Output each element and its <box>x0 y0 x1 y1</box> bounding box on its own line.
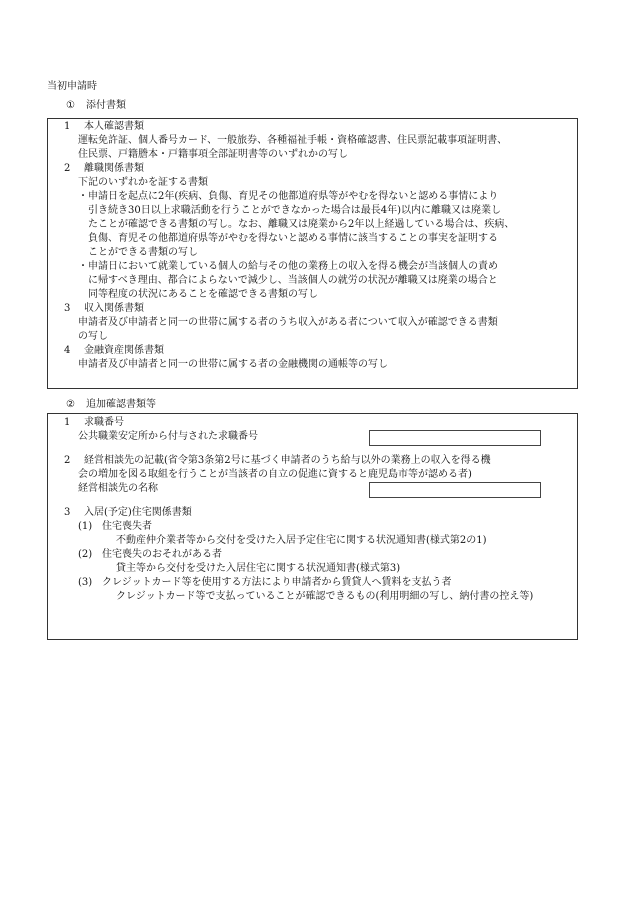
item-3-title <box>64 302 569 316</box>
item-2-intro: 下記のいずれかを証する書類 <box>78 177 208 188</box>
item-title: 離職関係書類 <box>84 163 144 174</box>
sub-item <box>64 548 569 562</box>
bullet-line: 負傷、育児その他都道府県等がやむを得ないと認める事情に該当することの事実を証明する <box>88 233 498 244</box>
sub-desc: クレジットカード等で支払っていることが確認できるもの(利用明細の写し、納付書の控え等) <box>116 591 534 602</box>
attachments-box <box>47 118 578 389</box>
item-number: 2 <box>64 163 71 174</box>
item-number: 2 <box>64 455 71 466</box>
item-number: 4 <box>64 345 71 356</box>
item-number: 3 <box>64 507 71 518</box>
job-number-label: 公共職業安定所から付与された求職番号 <box>78 431 258 442</box>
item-3-line: 申請者及び申請者と同一の世帯に属する者のうち収入がある者について収入が確認できる書類 <box>78 317 498 328</box>
section-1-number: ① <box>66 100 75 111</box>
bullet-line <box>64 190 569 204</box>
bullet-line: 同等程度の状況にあることを確認できる書類の写し <box>88 289 318 300</box>
sub-desc: 不動産仲介業者等から交付を受けた入居予定住宅に関する状況通知書(様式第2の1) <box>116 535 487 546</box>
item-title: 本人確認書類 <box>84 121 144 132</box>
item-number: 1 <box>64 417 71 428</box>
job-number-row <box>64 430 569 444</box>
consultation-name-input[interactable] <box>369 482 541 498</box>
section-1-label: 添付書類 <box>86 100 126 111</box>
sub-title: クレジットカード等を使用する方法により申請者から賃貸人へ賃料を支払う者 <box>102 577 452 588</box>
item-number: 1 <box>64 121 71 132</box>
consultation-label: 経営相談先の名称 <box>78 483 158 494</box>
s2-item-1-title <box>64 416 569 430</box>
bullet-text: 申請日を起点に2年(疾病、負傷、育児その他都道府県等がやむを得ないと認める事情により <box>88 191 499 202</box>
item-title: 収入関係書類 <box>84 303 144 314</box>
item-title: 経営相談先の記載(省令第3条第2号に基づく申請者のうち給与以外の業務上の収入を得る機 <box>84 455 491 466</box>
sub-number: (3) <box>78 577 93 588</box>
section-2-number: ② <box>66 399 75 410</box>
additional-documents-box <box>47 413 578 640</box>
item-4-title <box>64 344 569 358</box>
bullet-line <box>64 260 569 274</box>
section-2-title <box>66 398 156 412</box>
item-number: 3 <box>64 303 71 314</box>
item-title: 金融資産関係書類 <box>84 345 164 356</box>
sub-title: 住宅喪失のおそれがある者 <box>102 549 222 560</box>
bullet-line: たことが確認できる書類の写し。なお、離職又は廃業から2年以上経過している場合は、疾病、 <box>88 219 515 230</box>
sub-title: 住宅喪失者 <box>102 521 152 532</box>
job-number-input[interactable] <box>369 430 541 446</box>
item-title: 入居(予定)住宅関係書類 <box>84 507 192 518</box>
item-3-line: の写し <box>78 331 108 342</box>
sub-item <box>64 520 569 534</box>
item-1-title <box>64 120 569 134</box>
sub-number: (2) <box>78 549 93 560</box>
bullet-text: 申請日において就業している個人の給与その他の業務上の収入を得る機会が当該個人の責め <box>88 261 498 272</box>
item-4-line: 申請者及び申請者と同一の世帯に属する者の金融機関の通帳等の写し <box>78 359 388 370</box>
consultation-row <box>64 482 569 496</box>
s2-item-3-title <box>64 506 569 520</box>
section-2-label: 追加確認書類等 <box>86 399 156 410</box>
item-2-title <box>64 162 569 176</box>
sub-item <box>64 576 569 590</box>
bullet-line: に帰すべき理由、都合によらないで減少し、当該個人の就労の状況が離職又は廃業の場合と <box>88 275 498 286</box>
sub-desc: 貸主等から交付を受けた入居住宅に関する状況通知書(様式第3) <box>116 563 401 574</box>
bullet-line: 引き続き30日以上求職活動を行うことができなかった場合は最長4年)以内に離職又は廃業し <box>88 205 501 216</box>
item-title: 求職番号 <box>84 417 124 428</box>
item-1-line: 住民票、戸籍謄本・戸籍事項全部証明書等のいずれかの写し <box>78 149 348 160</box>
s2-item-2-line: 会の増加を図る取組を行うことが当該者の自立の促進に資すると鹿児島市等が認める者) <box>78 469 472 480</box>
bullet-line: ことができる書類の写し <box>88 247 198 258</box>
item-1-line: 運転免許証、個人番号カード、一般旅券、各種福祉手帳・資格確認書、住民票記載事項証明書、 <box>78 135 508 146</box>
bullet-dot-icon: ・ <box>78 261 88 272</box>
sub-number: (1) <box>78 521 93 532</box>
page-heading: 当初申請時 <box>47 81 97 92</box>
section-1-title <box>66 99 126 113</box>
s2-item-2-title <box>64 454 569 468</box>
bullet-dot-icon: ・ <box>78 191 88 202</box>
